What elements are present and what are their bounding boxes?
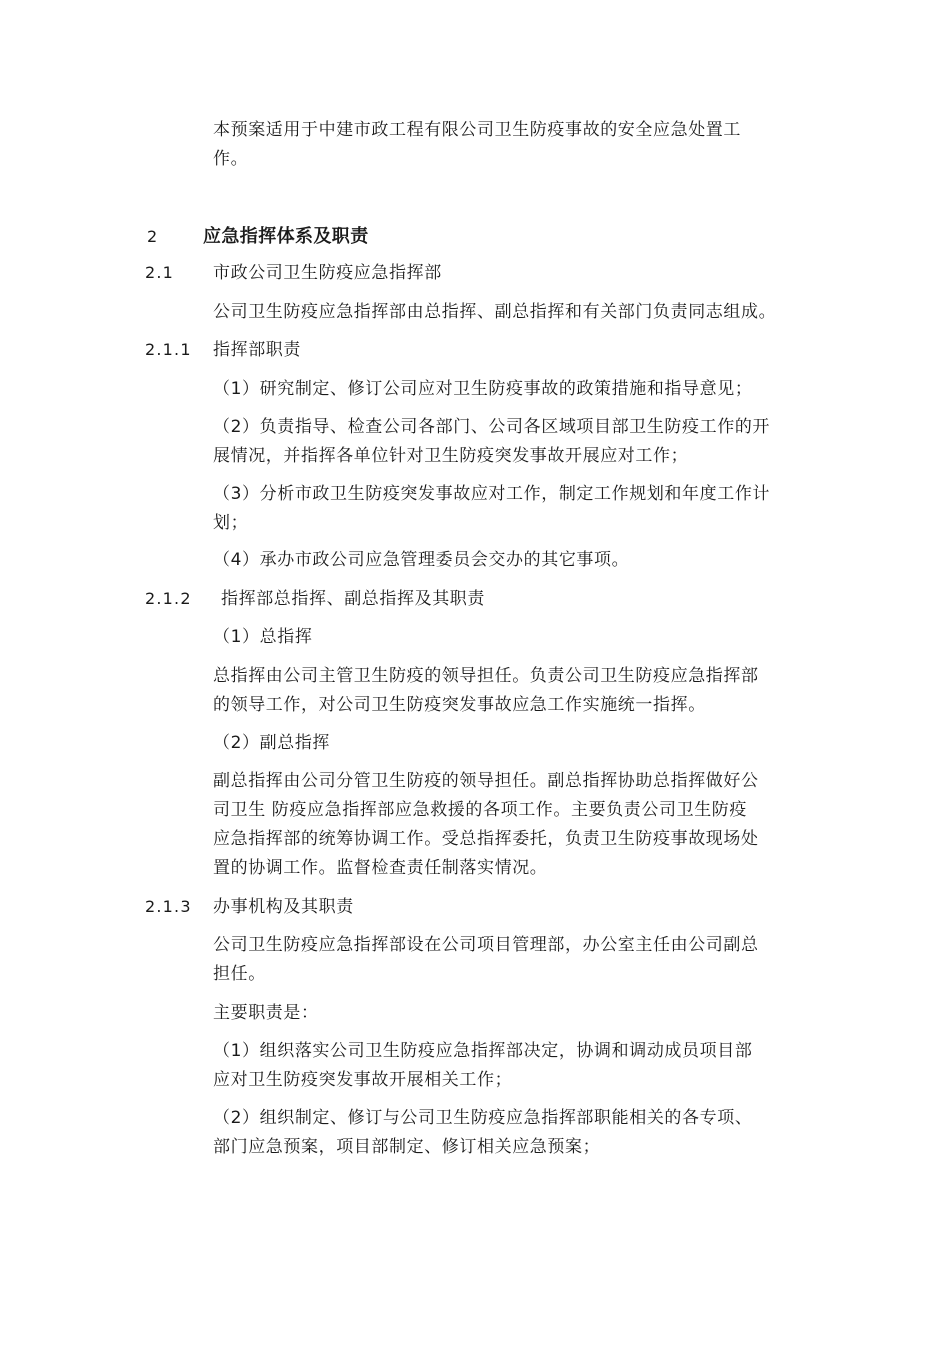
list-item: （1）组织落实公司卫生防疫应急指挥部决定，协调和调动成员项目部 [213, 1041, 753, 1061]
intro-line: 作。 [213, 149, 249, 169]
list-item: （2）负责指导、检查公司各部门、公司各区域项目部卫生防疫工作的开 [213, 417, 771, 437]
list-item: （2）组织制定、修订与公司卫生防疫应急指挥部职能相关的各专项、 [213, 1108, 753, 1128]
subsection-number: 2.1.3 [145, 897, 192, 916]
paragraph-line: 应急指挥部的统筹协调工作。受总指挥委托，负责卫生防疫事故现场处 [213, 829, 759, 849]
paragraph-line: 置的协调工作。监督检查责任制落实情况。 [213, 858, 548, 878]
paragraph-line: 司卫生 防疫应急指挥部应急救援的各项工作。主要负责公司卫生防疫 [213, 800, 748, 820]
subsection-title: 指挥部总指挥、副总指挥及其职责 [221, 589, 485, 609]
list-item-continued: 应对卫生防疫突发事故开展相关工作； [213, 1070, 513, 1090]
subsection-number: 2.1 [145, 263, 175, 282]
subsection-title: 指挥部职责 [213, 340, 301, 360]
subsection-number: 2.1.2 [145, 589, 192, 608]
list-item: （3）分析市政卫生防疫突发事故应对工作，制定工作规划和年度工作计 [213, 484, 771, 504]
subsection-title: 市政公司卫生防疫应急指挥部 [213, 263, 442, 283]
paragraph-line: 总指挥由公司主管卫生防疫的领导担任。负责公司卫生防疫应急指挥部 [213, 666, 759, 686]
sub-heading: （1）总指挥 [213, 627, 313, 647]
paragraph-line: 担任。 [213, 964, 266, 984]
list-item-continued: 展情况，并指挥各单位针对卫生防疫突发事故开展应对工作； [213, 446, 689, 466]
paragraph-line: 副总指挥由公司分管卫生防疫的领导担任。副总指挥协助总指挥做好公 [213, 771, 759, 791]
subsection-title: 办事机构及其职责 [213, 897, 354, 917]
section-number: 2 [147, 227, 159, 246]
paragraph-line: 公司卫生防疫应急指挥部由总指挥、副总指挥和有关部门负责同志组成。 [213, 302, 777, 322]
paragraph-line: 的领导工作，对公司卫生防疫突发事故应急工作实施统一指挥。 [213, 695, 706, 715]
section-title: 应急指挥体系及职责 [203, 226, 369, 247]
paragraph-line: 公司卫生防疫应急指挥部设在公司项目管理部，办公室主任由公司副总 [213, 935, 759, 955]
list-item-continued: 划； [213, 513, 249, 533]
subsection-number: 2.1.1 [145, 340, 192, 359]
list-item: （4）承办市政公司应急管理委员会交办的其它事项。 [213, 550, 630, 570]
list-item: （1）研究制定、修订公司应对卫生防疫事故的政策措施和指导意见； [213, 379, 753, 399]
sub-heading: （2）副总指挥 [213, 733, 331, 753]
intro-line: 本预案适用于中建市政工程有限公司卫生防疫事故的安全应急处置工 [213, 120, 741, 140]
duties-label: 主要职责是： [213, 1003, 319, 1023]
list-item-continued: 部门应急预案，项目部制定、修订相关应急预案； [213, 1137, 601, 1157]
